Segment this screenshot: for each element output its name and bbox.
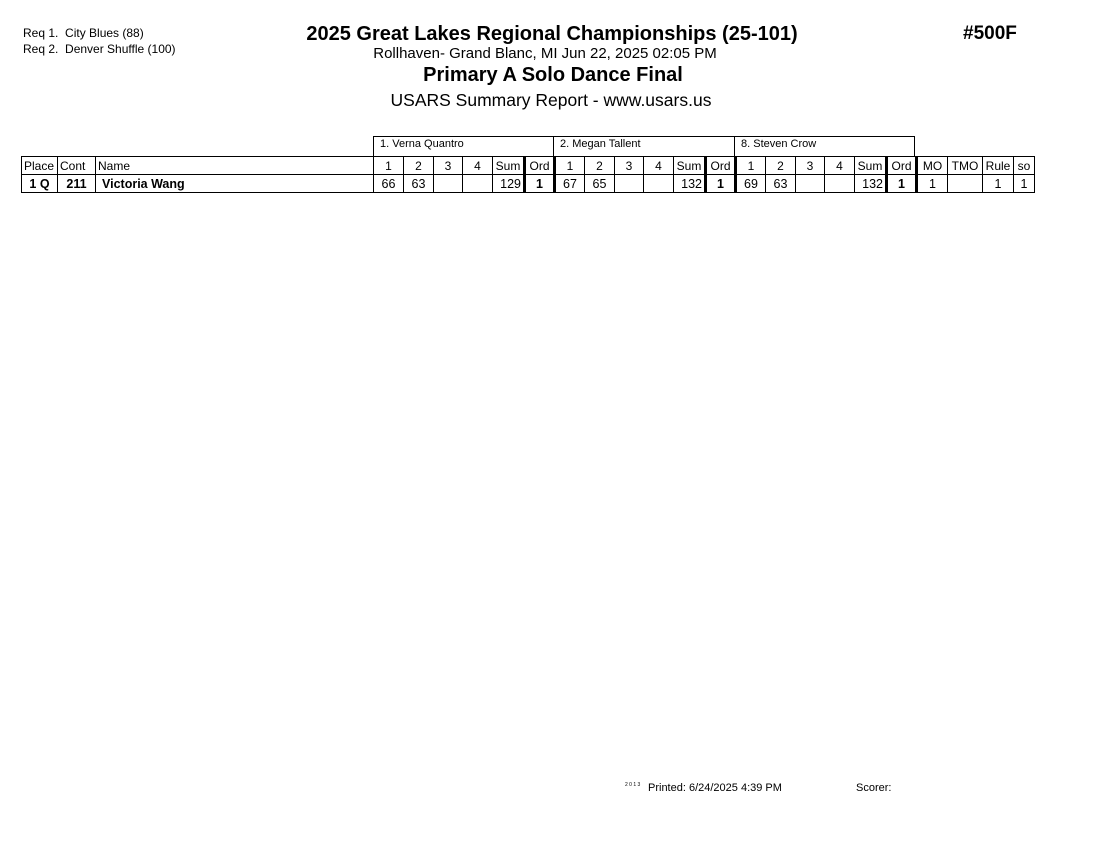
cell-j2-s3: [615, 175, 644, 193]
cell-j2-s2: 65: [585, 175, 615, 193]
results-table: [21, 156, 1035, 193]
cell-j3-s4: [825, 175, 855, 193]
judge-header-3: 8. Steven Crow: [734, 136, 915, 156]
cell-j1-s4: [463, 175, 493, 193]
col-j2-s4: 4: [644, 157, 674, 175]
col-j2-s1: 1: [555, 157, 585, 175]
cell-j1-sum: 129: [493, 175, 525, 193]
header-row: [22, 157, 1035, 175]
col-place: Place: [22, 157, 58, 175]
event-number: #500F: [963, 23, 1017, 44]
event-title: Primary A Solo Dance Final: [423, 64, 683, 86]
judge-header-2: 2. Megan Tallent: [553, 136, 735, 156]
col-rule: Rule: [983, 157, 1014, 175]
cell-j1-s1: 66: [374, 175, 404, 193]
cell-tmo: [948, 175, 983, 193]
col-tmo: TMO: [948, 157, 983, 175]
col-cont: Cont: [58, 157, 96, 175]
cell-j2-ord: 1: [706, 175, 736, 193]
col-j3-s1: 1: [736, 157, 766, 175]
col-j1-ord: Ord: [525, 157, 555, 175]
col-j2-ord: Ord: [706, 157, 736, 175]
cell-so: 1: [1014, 175, 1035, 193]
request-line-1: [23, 25, 144, 41]
request-number: Req 1.: [23, 26, 59, 40]
col-name: Name: [96, 157, 374, 175]
cell-j3-ord: 1: [887, 175, 917, 193]
scorer-label: Scorer:: [856, 782, 892, 794]
col-j1-s1: 1: [374, 157, 404, 175]
cell-mo: 1: [917, 175, 948, 193]
cell-cont: 211: [58, 175, 96, 193]
cell-j1-ord: 1: [525, 175, 555, 193]
report-title: USARS Summary Report - www.usars.us: [390, 90, 712, 110]
cell-j3-s1: 69: [736, 175, 766, 193]
col-j1-s2: 2: [404, 157, 434, 175]
cell-name: Victoria Wang: [96, 175, 374, 193]
cell-j2-s4: [644, 175, 674, 193]
cell-j1-s2: 63: [404, 175, 434, 193]
competition-title: 2025 Great Lakes Regional Championships (25-101): [306, 23, 798, 45]
col-mo: MO: [917, 157, 948, 175]
cell-j2-sum: 132: [674, 175, 706, 193]
col-j3-s3: 3: [796, 157, 825, 175]
request-text: City Blues (88): [65, 26, 144, 40]
col-j3-s4: 4: [825, 157, 855, 175]
request-text: Denver Shuffle (100): [65, 42, 176, 56]
request-line-2: [23, 41, 176, 57]
cell-j1-s3: [434, 175, 463, 193]
col-j1-sum: Sum: [493, 157, 525, 175]
printed-timestamp: Printed: 6/24/2025 4:39 PM: [648, 782, 782, 794]
table-row: [22, 175, 1035, 193]
location-datetime: Rollhaven- Grand Blanc, MI Jun 22, 2025 02:05 PM: [373, 45, 717, 62]
cell-place: 1 Q: [22, 175, 58, 193]
col-j2-sum: Sum: [674, 157, 706, 175]
cell-j3-sum: 132: [855, 175, 887, 193]
col-j2-s2: 2: [585, 157, 615, 175]
cell-j3-s3: [796, 175, 825, 193]
cell-j3-s2: 63: [766, 175, 796, 193]
col-so: so: [1014, 157, 1035, 175]
col-j1-s4: 4: [463, 157, 493, 175]
col-j3-ord: Ord: [887, 157, 917, 175]
col-j2-s3: 3: [615, 157, 644, 175]
judge-header-1: 1. Verna Quantro: [373, 136, 554, 156]
col-j1-s3: 3: [434, 157, 463, 175]
request-number: Req 2.: [23, 42, 59, 56]
footer-code: 2 0 1 3: [625, 782, 641, 788]
col-j3-sum: Sum: [855, 157, 887, 175]
cell-j2-s1: 67: [555, 175, 585, 193]
col-j3-s2: 2: [766, 157, 796, 175]
cell-rule: 1: [983, 175, 1014, 193]
